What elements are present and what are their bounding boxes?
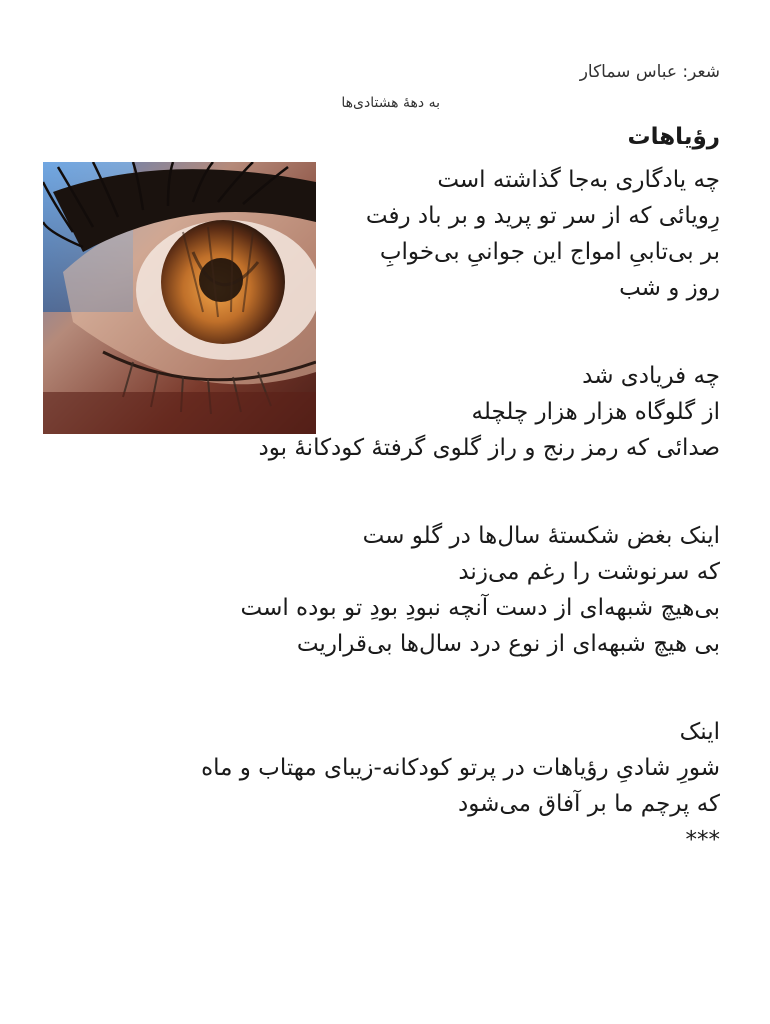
poem-line: از گلوگاه هزار هزار چلچله (471, 399, 720, 425)
stanza-gap (60, 306, 720, 358)
poem-dedication: به دههٔ هشتادی‌ها (341, 95, 440, 111)
stanza-gap (60, 466, 720, 518)
poem-line: چه یادگاری به‌جا گذاشته است (437, 167, 720, 193)
poem-line: شورِ شادیِ رؤیاهات در پرتو کودکانه-زیبای مهتاب و ماه (201, 755, 720, 781)
stanza-gap (60, 662, 720, 714)
poem-line: روز و شب (619, 275, 720, 301)
poem-line: که پرچم ما بر آفاق می‌شود (458, 791, 720, 817)
poem-title: رؤیاهات (627, 124, 720, 150)
poem-line: اینک بغض شکستهٔ سال‌ها در گلو ست (362, 523, 720, 549)
poem-line: اینک (679, 719, 720, 745)
poem-line: بی هیچ شبهه‌ای از نوع درد سال‌ها بی‌قراریت (296, 631, 720, 657)
poem-line: *** (685, 827, 720, 853)
poem-author: شعر: عباس سماکار (579, 62, 720, 82)
poem-line: که سرنوشت را رغم می‌زند (458, 559, 720, 585)
poem-line: صدائی که رمز رنج و راز گلوی گرفتهٔ کودکانهٔ بود (258, 435, 720, 461)
poem-line: بی‌هیچ شبهه‌ای از دست آنچه نبودِ بودِ تو بوده است (240, 595, 720, 621)
poem-line: رِویائی که از سر تو پرید و بر باد رفت (365, 203, 720, 229)
poem-line: چه فریادی شد (582, 363, 720, 389)
poem-line: بر بی‌تابیِ امواج این جوانیِ بی‌خوابِ (379, 239, 720, 265)
poem-body (60, 162, 720, 858)
